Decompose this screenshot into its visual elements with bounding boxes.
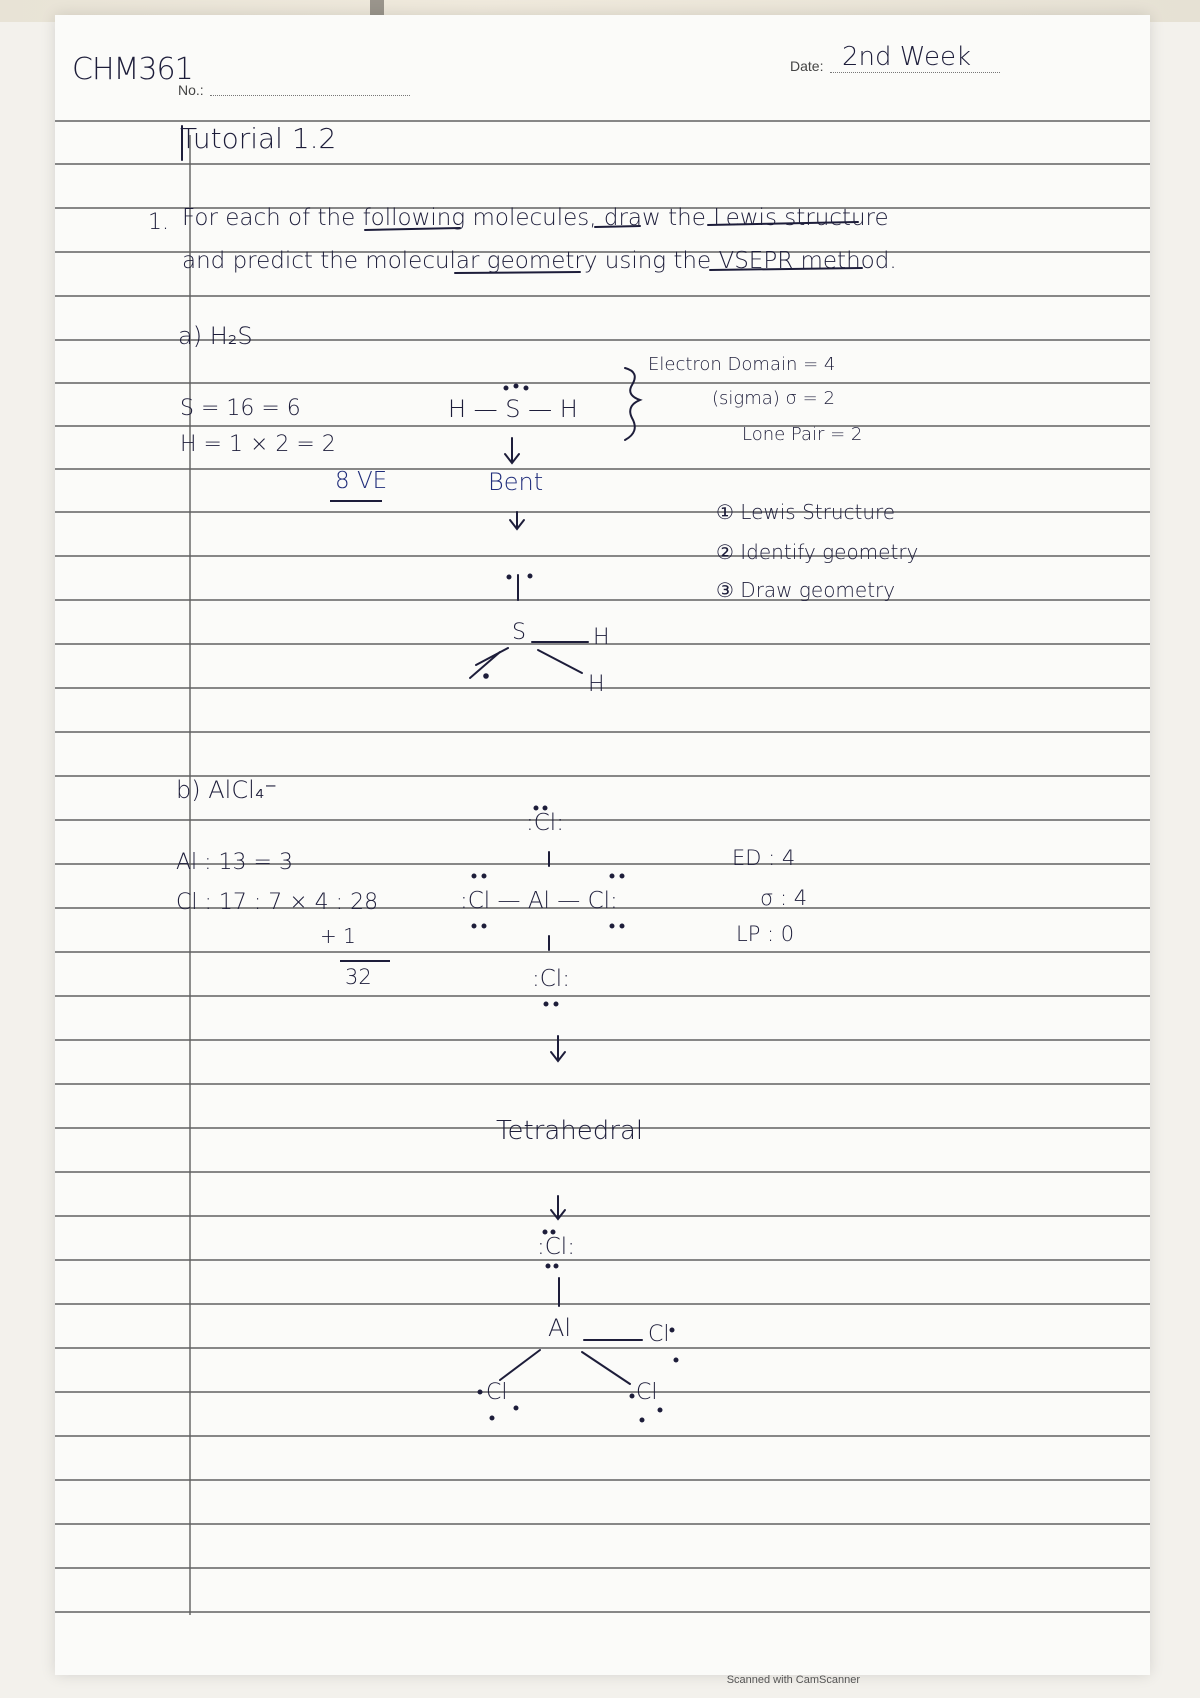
part-b-sigma: σ : 4 (760, 886, 808, 910)
part-a-calc-2: H = 1 × 2 = 2 (180, 432, 336, 457)
part-b-geo-right2-cl: Cl (636, 1380, 658, 1405)
part-b-calc-3: + 1 (320, 924, 356, 948)
part-a-total-ve: 8 VE (335, 468, 388, 494)
part-b-geo-right-cl: Cl (648, 1322, 670, 1347)
underline-vsepr (710, 268, 862, 270)
part-a-lewis-structure: H — S — H (448, 395, 578, 423)
part-b-lewis-bottom: :Cl: (532, 966, 570, 992)
underline-following (365, 228, 460, 230)
scanner-watermark: Scanned with CamScanner (726, 1674, 860, 1686)
tutorial-title: Tutorial 1.2 (180, 122, 337, 155)
question-number: 1. (148, 210, 169, 235)
part-b-calc-2: Cl : 17 : 7 × 4 : 28 (176, 890, 379, 915)
date-value: 2nd Week (842, 42, 972, 72)
part-b-geo-al: Al (548, 1314, 572, 1342)
part-a-sigma: (sigma) σ = 2 (712, 388, 835, 409)
no-label: No.: (178, 82, 204, 98)
part-a-electron-domain: Electron Domain = 4 (648, 354, 836, 375)
course-code: CHM361 (72, 52, 193, 87)
step-1: ① Lewis Structure (716, 500, 896, 524)
part-b-shape: Tetrahedral (496, 1116, 644, 1146)
part-b-lewis-top: :Cl: (526, 810, 564, 836)
part-b-lewis-middle: :Cl — Al — Cl: (460, 888, 618, 914)
part-b-electron-domain: ED : 4 (732, 846, 796, 870)
step-3: ③ Draw geometry (716, 578, 896, 602)
underline-draw (595, 226, 640, 227)
part-a-atom-h1: H (593, 625, 610, 650)
question-line-2: and predict the molecular geometry using the VSEPR method. (182, 248, 897, 274)
part-b-geo-left-cl: Cl (486, 1380, 508, 1405)
underline-geometry (455, 272, 580, 273)
part-b-geo-top-cl: :Cl: (537, 1234, 575, 1260)
part-a-shape: Bent (488, 468, 544, 496)
part-b-label: b) AlCl₄⁻ (176, 776, 278, 804)
part-b-lone-pair: LP : 0 (736, 922, 795, 946)
part-a-atom-h2: H (588, 672, 605, 697)
part-b-total: 32 (345, 965, 372, 989)
step-2: ② Identify geometry (716, 540, 919, 564)
date-label: Date: (790, 58, 824, 74)
part-a-lone-pair: Lone Pair = 2 (742, 424, 863, 445)
part-a-label: a) H₂S (178, 322, 253, 350)
brace (625, 368, 640, 440)
part-b-calc-1: Al : 13 = 3 (176, 850, 293, 875)
question-line-1: For each of the following molecules, draw the Lewis structure (182, 205, 889, 231)
underline-lewis-structure (708, 222, 858, 225)
part-a-calc-1: S = 16 = 6 (180, 396, 301, 421)
part-a-atom-s: S (512, 620, 526, 645)
